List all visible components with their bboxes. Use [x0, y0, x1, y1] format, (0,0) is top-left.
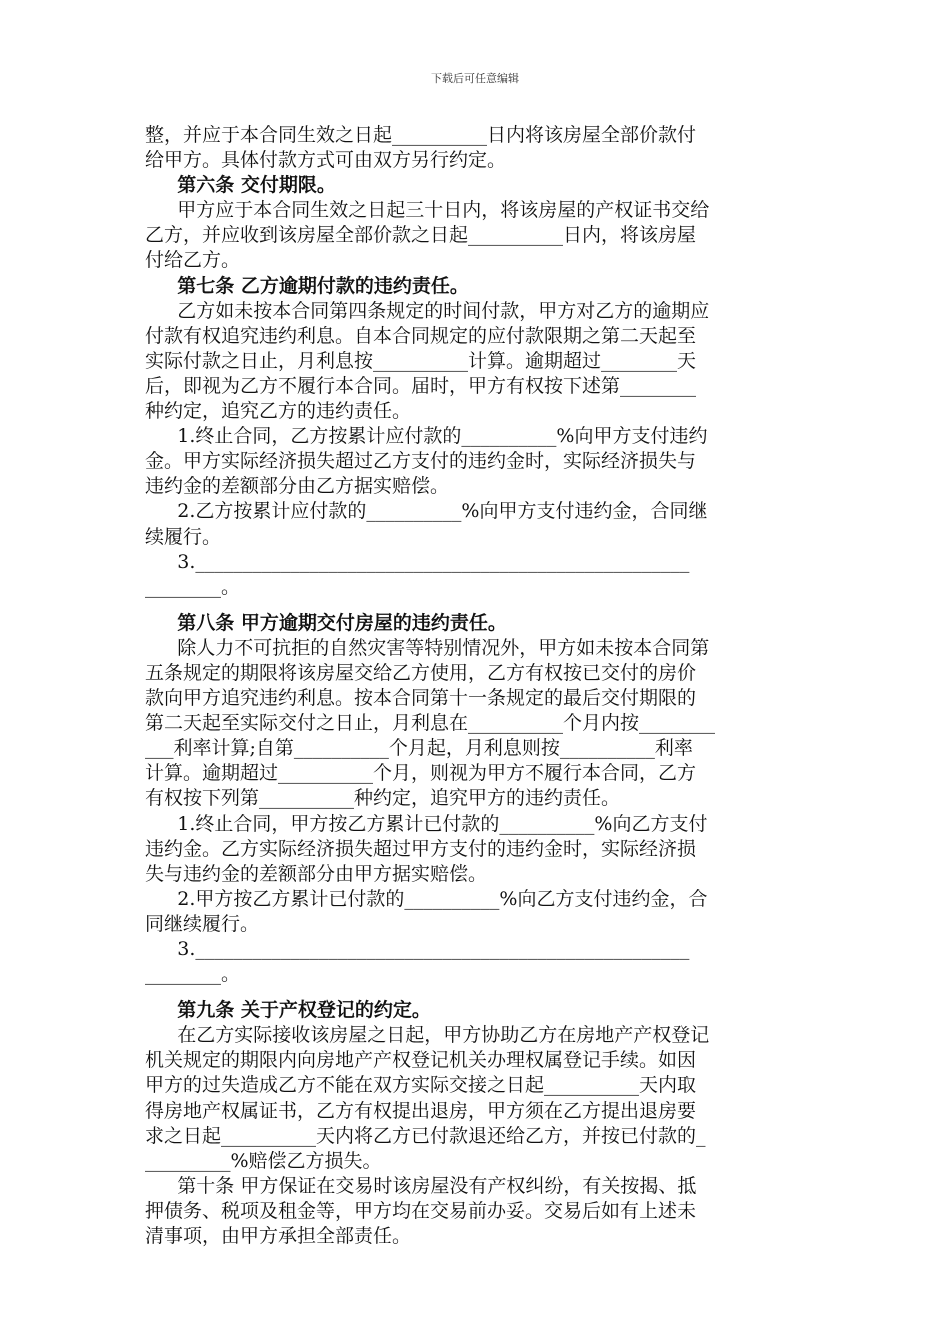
article-heading: 第八条 甲方逾期交付房屋的违约责任。 — [177, 611, 507, 634]
text-line: 有权按下列第__________种约定，追究甲方的违约责任。 — [145, 787, 621, 810]
article-heading: 第七条 乙方逾期付款的违约责任。 — [177, 274, 469, 297]
paragraph-gap — [145, 987, 805, 998]
text-line: 后，即视为乙方不履行本合同。届时，甲方有权按下述第________ — [145, 374, 697, 397]
text-line: ________。 — [145, 963, 241, 986]
text-line: 1.终止合同，甲方按乙方累计已付款的__________%向乙方支付 — [177, 812, 708, 835]
text-line: 2.甲方按乙方累计已付款的__________%向乙方支付违约金，合 — [177, 887, 708, 910]
text-line: 种约定，追究乙方的违约责任。 — [145, 400, 412, 423]
text-line: 3.____________________________________________________ — [177, 550, 690, 573]
text-line: 计算。逾期超过__________个月，则视为甲方不履行本合同，乙方 — [145, 762, 697, 785]
paragraph-gap — [145, 600, 805, 611]
text-line: 在乙方实际接收该房屋之日起，甲方协助乙方在房地产产权登记 — [177, 1024, 710, 1047]
text-line: 实际付款之日止，月利息按__________计算。逾期超过________天 — [145, 349, 697, 372]
text-line: ___利率计算;自第__________个月起，月利息则按__________利率 — [145, 737, 693, 760]
text-line: 整，并应于本合同生效之日起__________日内将该房屋全部价款付 — [145, 124, 697, 146]
text-line: 第十条 甲方保证在交易时该房屋没有产权纠纷，有关按揭、抵 — [177, 1174, 697, 1197]
text-line: 金。甲方实际经济损失超过乙方支付的违约金时，实际经济损失与 — [145, 450, 697, 473]
text-line: 违约金的差额部分由乙方据实赔偿。 — [145, 475, 450, 498]
text-line: 失与违约金的差额部分由甲方据实赔偿。 — [145, 862, 488, 885]
text-line: 机关规定的期限内向房地产产权登记机关办理权属登记手续。如因 — [145, 1049, 697, 1072]
text-line: 甲方应于本合同生效之日起三十日内，将该房屋的产权证书交给 — [177, 199, 710, 222]
article-heading: 第六条 交付期限。 — [177, 174, 336, 197]
text-line: 乙方如未按本合同第四条规定的时间付款，甲方对乙方的逾期应 — [177, 299, 710, 322]
page-header: 下载后可任意编辑 — [431, 72, 519, 85]
text-line: _________%赔偿乙方损失。 — [145, 1149, 382, 1172]
text-line: ________。 — [145, 575, 241, 598]
text-line: 3.____________________________________________________ — [177, 938, 690, 960]
text-line: 付给乙方。 — [145, 249, 241, 272]
text-line: 2.乙方按累计应付款的__________%向甲方支付违约金，合同继 — [177, 500, 708, 523]
text-line: 款向甲方追究违约利息。按本合同第十一条规定的最后交付期限的 — [145, 687, 697, 710]
text-line: 续履行。 — [145, 525, 222, 548]
article-heading: 第九条 关于产权登记的约定。 — [177, 999, 431, 1022]
text-line: 1.终止合同，乙方按累计应付款的__________%向甲方支付违约 — [177, 425, 708, 448]
text-line: 押债务、税项及租金等，甲方均在交易前办妥。交易后如有上述未 — [145, 1199, 697, 1222]
text-line: 第二天起至实际交付之日止，月利息在__________个月内按________ — [145, 712, 716, 735]
text-line: 乙方，并应收到该房屋全部价款之日起__________日内，将该房屋 — [145, 224, 697, 247]
text-line: 给甲方。具体付款方式可由双方另行约定。 — [145, 149, 507, 172]
text-line: 五条规定的期限将该房屋交给乙方使用，乙方有权按已交付的房价 — [145, 661, 697, 684]
document-body — [145, 123, 805, 1249]
text-line: 甲方的过失造成乙方不能在双方实际交接之日起__________天内取 — [145, 1074, 697, 1097]
text-line: 求之日起__________天内将乙方已付款退还给乙方，并按已付款的_ — [145, 1124, 706, 1147]
text-line: 付款有权追究违约利息。自本合同规定的应付款限期之第二天起至 — [145, 324, 697, 347]
text-line: 违约金。乙方实际经济损失超过甲方支付的违约金时，实际经济损 — [145, 837, 697, 860]
text-line: 得房地产权属证书，乙方有权提出退房，甲方须在乙方提出退房要 — [145, 1099, 697, 1122]
text-line: 同继续履行。 — [145, 912, 260, 935]
text-line: 清事项，由甲方承担全部责任。 — [145, 1225, 412, 1248]
text-line: 除人力不可抗拒的自然灾害等特别情况外，甲方如未按本合同第 — [177, 636, 710, 659]
